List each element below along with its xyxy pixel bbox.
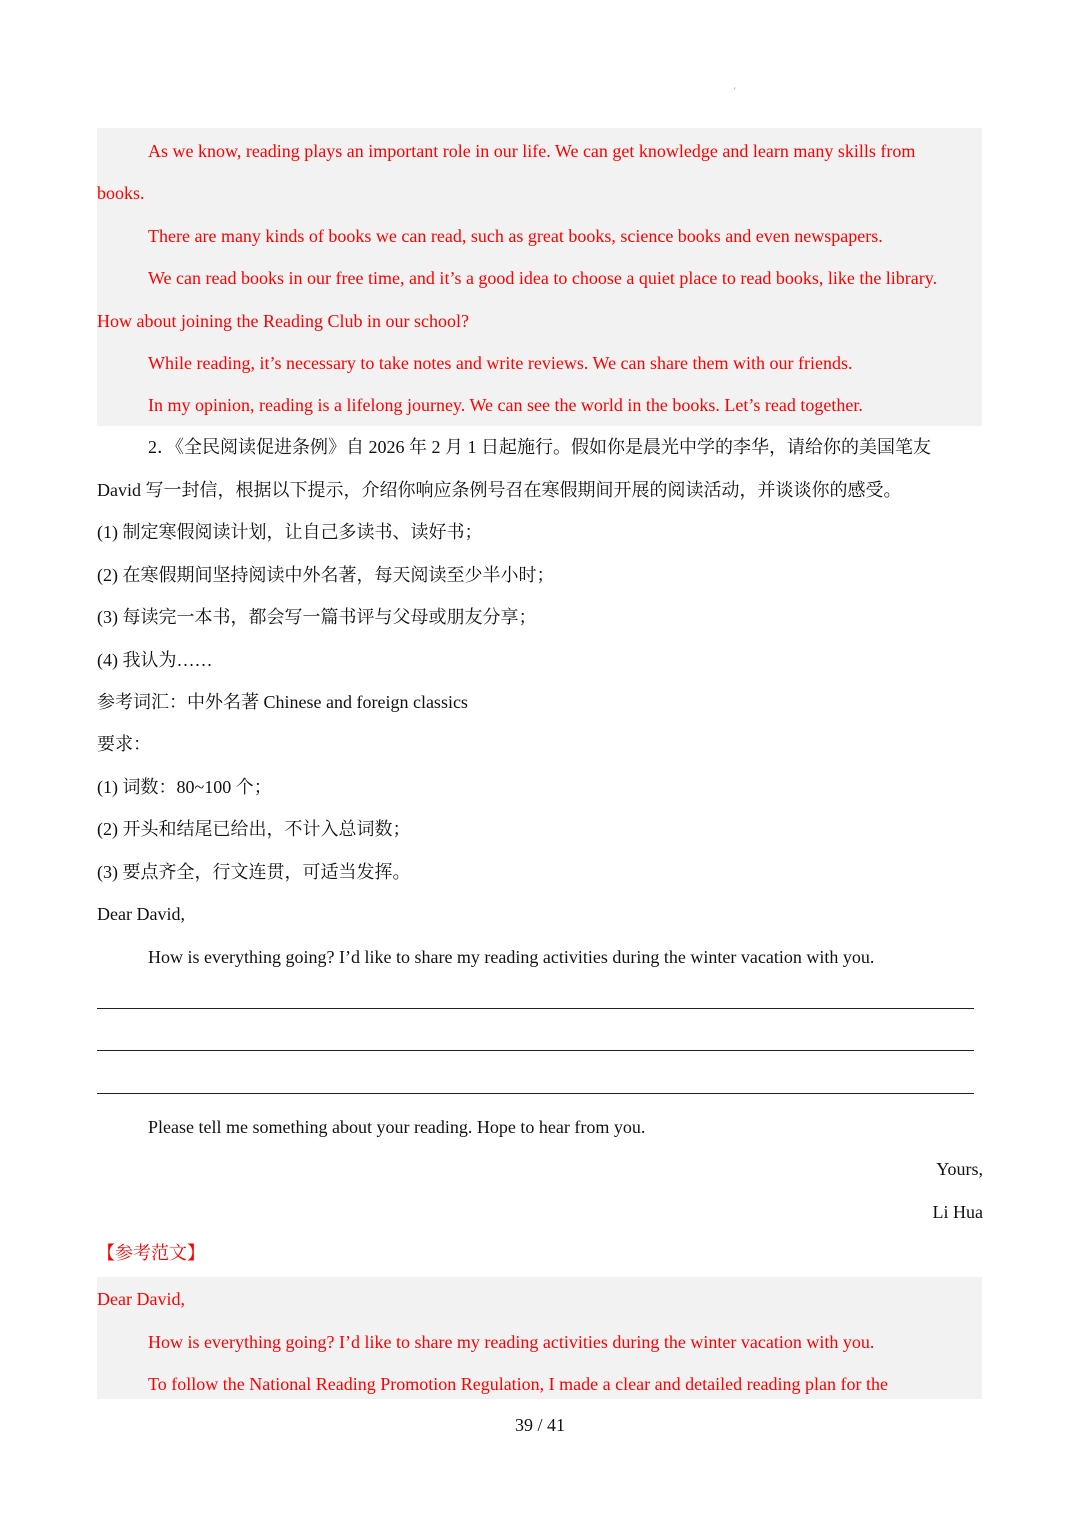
sample-essay-1-line: books. bbox=[97, 183, 145, 203]
prompt-point: (3) 每读完一本书，都会写一篇书评与父母或朋友分享； bbox=[97, 607, 537, 627]
prompt-point: (2) 在寒假期间坚持阅读中外名著，每天阅读至少半小时； bbox=[97, 565, 555, 585]
sample-essay-1-line: While reading, it’s necessary to take notes and write reviews. We can share them with our friends. bbox=[148, 353, 853, 373]
question-intro: David 写一封信，根据以下提示，介绍你响应条例号召在寒假期间开展的阅读活动，并谈谈你的感受。 bbox=[97, 480, 902, 500]
requirement-item: (1) 词数：80~100 个； bbox=[97, 777, 272, 797]
letter-signoff: Yours, bbox=[936, 1159, 983, 1179]
sample-essay-1-line: How about joining the Reading Club in our school? bbox=[97, 311, 469, 331]
letter-opening: How is everything going? I’d like to share my reading activities during the winter vacation with you. bbox=[148, 947, 875, 967]
sample-essay-2-salutation: Dear David, bbox=[97, 1289, 185, 1309]
prompt-point: (4) 我认为…… bbox=[97, 650, 213, 670]
letter-closing: Please tell me something about your reading. Hope to hear from you. bbox=[148, 1117, 646, 1137]
sample-essay-label: 【参考范文】 bbox=[97, 1243, 205, 1264]
page-marker: ' bbox=[734, 86, 736, 96]
sample-essay-1-line: As we know, reading plays an important role in our life. We can get knowledge and learn many skills from bbox=[148, 141, 916, 161]
answer-line bbox=[97, 1093, 974, 1094]
sample-essay-1-line: In my opinion, reading is a lifelong journey. We can see the world in the books. Let’s read together. bbox=[148, 395, 863, 415]
requirement-item: (3) 要点齐全，行文连贯，可适当发挥。 bbox=[97, 862, 411, 882]
sample-essay-2-line: How is everything going? I’d like to share my reading activities during the winter vacation with you. bbox=[148, 1332, 875, 1352]
page-number: 39 / 41 bbox=[514, 1415, 565, 1435]
sample-essay-1-line: There are many kinds of books we can read, such as great books, science books and even newspapers. bbox=[148, 226, 883, 246]
answer-line bbox=[97, 1008, 974, 1009]
sample-essay-2-line: To follow the National Reading Promotion Regulation, I made a clear and detailed reading plan for the bbox=[148, 1374, 889, 1394]
letter-signature: Li Hua bbox=[932, 1202, 983, 1222]
question-intro: 2．《全民阅读促进条例》自 2026 年 2 月 1 日起施行。假如你是晨光中学的李华，请给你的美国笔友 bbox=[148, 437, 931, 457]
letter-salutation: Dear David, bbox=[97, 904, 185, 924]
requirements-title: 要求： bbox=[97, 734, 151, 754]
requirement-item: (2) 开头和结尾已给出，不计入总词数； bbox=[97, 819, 411, 839]
sample-essay-1-line: We can read books in our free time, and it’s a good idea to choose a quiet place to read books, like the library. bbox=[148, 268, 938, 288]
answer-line bbox=[97, 1050, 974, 1051]
vocabulary-hint: 参考词汇：中外名著 Chinese and foreign classics bbox=[97, 692, 468, 712]
prompt-point: (1) 制定寒假阅读计划，让自己多读书、读好书； bbox=[97, 522, 483, 542]
